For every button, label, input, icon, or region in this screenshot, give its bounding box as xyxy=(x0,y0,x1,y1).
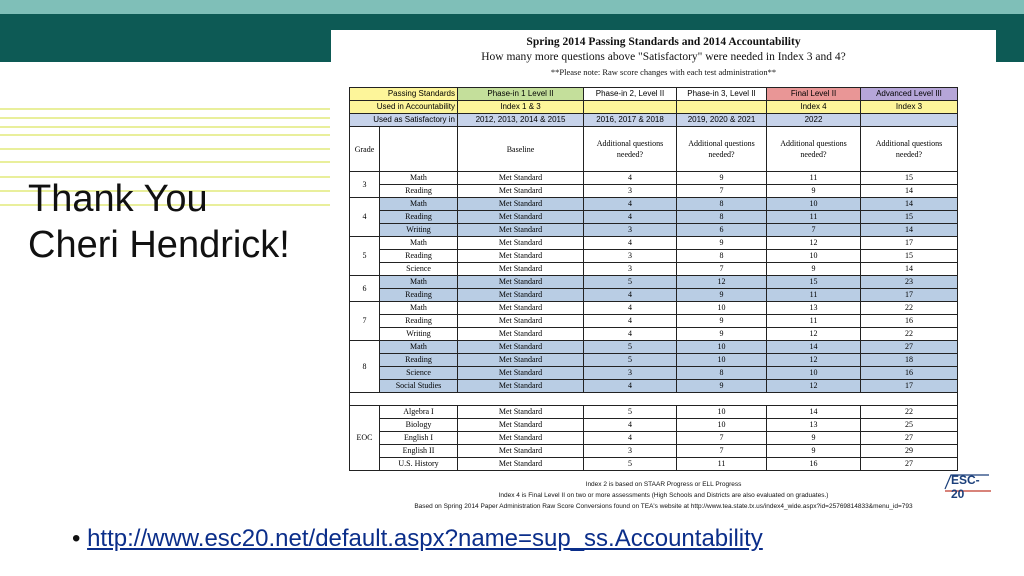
additional-4-cell: 22 xyxy=(861,302,958,315)
additional-4-cell: 17 xyxy=(861,380,958,393)
table-row xyxy=(350,419,958,432)
baseline-cell: Met Standard xyxy=(458,419,584,432)
additional-4-cell: 23 xyxy=(861,276,958,289)
column-subject xyxy=(380,127,458,172)
additional-3-cell: 9 xyxy=(767,263,861,276)
additional-2-cell: 9 xyxy=(677,380,767,393)
additional-3-cell: 9 xyxy=(767,445,861,458)
baseline-cell: Met Standard xyxy=(458,380,584,393)
subject-cell: Science xyxy=(380,263,458,276)
additional-4-cell: 18 xyxy=(861,354,958,367)
table-row xyxy=(350,367,958,380)
bullet-icon: • xyxy=(72,525,81,552)
additional-3-cell: 9 xyxy=(767,185,861,198)
additional-3-cell: 15 xyxy=(767,276,861,289)
additional-3-cell: 9 xyxy=(767,432,861,445)
additional-1-cell: 3 xyxy=(584,250,677,263)
header-row-used-accountability xyxy=(350,101,958,114)
header-phase3 xyxy=(677,101,767,114)
additional-3-cell: 12 xyxy=(767,380,861,393)
footnote-index2: Index 2 is based on STAAR Progress or ELL Progress xyxy=(585,481,742,488)
additional-4-cell: 27 xyxy=(861,432,958,445)
header-phase2 xyxy=(584,101,677,114)
additional-4-cell: 25 xyxy=(861,419,958,432)
additional-3-cell: 11 xyxy=(767,172,861,185)
header-phase1: Index 1 & 3 xyxy=(458,101,584,114)
additional-4-cell: 17 xyxy=(861,289,958,302)
additional-2-cell: 10 xyxy=(677,406,767,419)
additional-3-cell: 10 xyxy=(767,367,861,380)
additional-1-cell: 4 xyxy=(584,328,677,341)
header-phase1: Phase-in 1 Level II xyxy=(458,88,584,101)
subject-cell: Writing xyxy=(380,224,458,237)
baseline-cell: Met Standard xyxy=(458,172,584,185)
subject-cell: Reading xyxy=(380,185,458,198)
subject-cell: Science xyxy=(380,367,458,380)
subject-cell: Algebra I xyxy=(380,406,458,419)
additional-3-cell: 12 xyxy=(767,328,861,341)
top-accent-band xyxy=(0,0,1024,14)
additional-4-cell: 17 xyxy=(861,237,958,250)
additional-3-cell: 11 xyxy=(767,289,861,302)
baseline-cell: Met Standard xyxy=(458,341,584,354)
additional-2-cell: 8 xyxy=(677,367,767,380)
additional-2-cell: 6 xyxy=(677,224,767,237)
subject-cell: U.S. History xyxy=(380,458,458,471)
additional-2-cell: 7 xyxy=(677,432,767,445)
baseline-cell: Met Standard xyxy=(458,302,584,315)
grade-cell: 5 xyxy=(350,237,380,276)
additional-2-cell: 10 xyxy=(677,419,767,432)
additional-2-cell: 7 xyxy=(677,185,767,198)
table-row xyxy=(350,406,958,419)
baseline-cell: Met Standard xyxy=(458,185,584,198)
slide-title xyxy=(28,176,290,268)
subject-cell: Math xyxy=(380,172,458,185)
additional-4-cell: 15 xyxy=(861,172,958,185)
additional-4-cell: 14 xyxy=(861,198,958,211)
column-additional-1: Additional questions needed? xyxy=(584,127,677,172)
table-row xyxy=(350,289,958,302)
header-label: Passing Standards xyxy=(350,88,458,101)
subject-cell: Math xyxy=(380,302,458,315)
table-row xyxy=(350,458,958,471)
table-row xyxy=(350,341,958,354)
grade-cell: 6 xyxy=(350,276,380,302)
subject-cell: Math xyxy=(380,341,458,354)
header-phase2: 2016, 2017 & 2018 xyxy=(584,114,677,127)
subject-cell: Math xyxy=(380,237,458,250)
additional-3-cell: 11 xyxy=(767,211,861,224)
table-row xyxy=(350,185,958,198)
additional-3-cell: 10 xyxy=(767,250,861,263)
title-line-1: Thank You xyxy=(28,178,208,220)
additional-1-cell: 5 xyxy=(584,354,677,367)
additional-1-cell: 4 xyxy=(584,211,677,224)
additional-4-cell: 22 xyxy=(861,328,958,341)
title-line-2: Cheri Hendrick! xyxy=(28,224,290,266)
additional-1-cell: 4 xyxy=(584,237,677,250)
additional-4-cell: 29 xyxy=(861,445,958,458)
additional-3-cell: 12 xyxy=(767,354,861,367)
column-additional-4: Additional questions needed? xyxy=(861,127,958,172)
subject-cell: Social Studies xyxy=(380,380,458,393)
header-phase1: 2012, 2013, 2014 & 2015 xyxy=(458,114,584,127)
additional-2-cell: 11 xyxy=(677,458,767,471)
header-advanced: Advanced Level III xyxy=(861,88,958,101)
baseline-cell: Met Standard xyxy=(458,315,584,328)
additional-1-cell: 4 xyxy=(584,172,677,185)
header-row-used-satisfactory xyxy=(350,114,958,127)
table-row xyxy=(350,276,958,289)
header-phase3: 2019, 2020 & 2021 xyxy=(677,114,767,127)
additional-2-cell: 9 xyxy=(677,315,767,328)
additional-2-cell: 7 xyxy=(677,263,767,276)
additional-2-cell: 9 xyxy=(677,328,767,341)
baseline-cell: Met Standard xyxy=(458,406,584,419)
table-row xyxy=(350,172,958,185)
passing-standards-table xyxy=(349,87,958,471)
subject-cell: Reading xyxy=(380,315,458,328)
additional-4-cell: 16 xyxy=(861,315,958,328)
subject-cell: Reading xyxy=(380,354,458,367)
table-row xyxy=(350,224,958,237)
baseline-cell: Met Standard xyxy=(458,289,584,302)
subject-cell: Reading xyxy=(380,289,458,302)
additional-1-cell: 5 xyxy=(584,341,677,354)
additional-1-cell: 3 xyxy=(584,185,677,198)
additional-2-cell: 10 xyxy=(677,341,767,354)
additional-4-cell: 16 xyxy=(861,367,958,380)
table-row xyxy=(350,380,958,393)
subject-cell: English I xyxy=(380,432,458,445)
bullet-item xyxy=(72,525,763,553)
additional-3-cell: 7 xyxy=(767,224,861,237)
header-advanced xyxy=(861,114,958,127)
table-row xyxy=(350,211,958,224)
column-additional-2: Additional questions needed? xyxy=(677,127,767,172)
additional-1-cell: 5 xyxy=(584,406,677,419)
accountability-link[interactable]: http://www.esc20.net/default.aspx?name=sup_ss.Accountability xyxy=(87,525,763,552)
subject-cell: Reading xyxy=(380,211,458,224)
additional-1-cell: 4 xyxy=(584,315,677,328)
table-row xyxy=(350,302,958,315)
column-baseline: Baseline xyxy=(458,127,584,172)
baseline-cell: Met Standard xyxy=(458,354,584,367)
additional-3-cell: 14 xyxy=(767,341,861,354)
grade-cell: 3 xyxy=(350,172,380,198)
header-phase3: Phase-in 3, Level II xyxy=(677,88,767,101)
additional-2-cell: 10 xyxy=(677,354,767,367)
additional-2-cell: 10 xyxy=(677,302,767,315)
additional-4-cell: 15 xyxy=(861,211,958,224)
header-final: Index 4 xyxy=(767,101,861,114)
additional-3-cell: 12 xyxy=(767,237,861,250)
baseline-cell: Met Standard xyxy=(458,458,584,471)
table-row xyxy=(350,237,958,250)
document-heading: Spring 2014 Passing Standards and 2014 Accountability xyxy=(526,36,801,48)
baseline-cell: Met Standard xyxy=(458,211,584,224)
subject-cell: Biology xyxy=(380,419,458,432)
baseline-cell: Met Standard xyxy=(458,263,584,276)
subject-cell: Math xyxy=(380,198,458,211)
additional-2-cell: 12 xyxy=(677,276,767,289)
table-row xyxy=(350,432,958,445)
subject-cell: Writing xyxy=(380,328,458,341)
table-row xyxy=(350,354,958,367)
additional-1-cell: 4 xyxy=(584,198,677,211)
grade-cell: EOC xyxy=(350,406,380,471)
grade-cell: 4 xyxy=(350,198,380,237)
additional-3-cell: 11 xyxy=(767,315,861,328)
accountability-document xyxy=(331,30,996,516)
column-heading-row xyxy=(350,127,958,172)
additional-4-cell: 14 xyxy=(861,224,958,237)
baseline-cell: Met Standard xyxy=(458,432,584,445)
header-advanced: Index 3 xyxy=(861,101,958,114)
additional-1-cell: 4 xyxy=(584,289,677,302)
table-row xyxy=(350,263,958,276)
grade-cell: 8 xyxy=(350,341,380,393)
additional-2-cell: 8 xyxy=(677,211,767,224)
header-final: 2022 xyxy=(767,114,861,127)
additional-1-cell: 4 xyxy=(584,380,677,393)
header-final: Final Level II xyxy=(767,88,861,101)
additional-1-cell: 3 xyxy=(584,367,677,380)
additional-1-cell: 4 xyxy=(584,432,677,445)
additional-4-cell: 14 xyxy=(861,263,958,276)
document-subheading: How many more questions above "Satisfactory" were needed in Index 3 and 4? xyxy=(481,51,846,63)
table-row xyxy=(350,250,958,263)
column-grade: Grade xyxy=(350,127,380,172)
table-row xyxy=(350,445,958,458)
baseline-cell: Met Standard xyxy=(458,445,584,458)
additional-2-cell: 9 xyxy=(677,237,767,250)
additional-3-cell: 13 xyxy=(767,302,861,315)
additional-2-cell: 9 xyxy=(677,289,767,302)
additional-2-cell: 7 xyxy=(677,445,767,458)
baseline-cell: Met Standard xyxy=(458,224,584,237)
additional-1-cell: 5 xyxy=(584,458,677,471)
logo-text: ESC-20 xyxy=(951,473,980,501)
footnote-index4: Index 4 is Final Level II on two or more assessments (High Schools and Districts are also evaluated on graduates.) xyxy=(498,492,829,499)
baseline-cell: Met Standard xyxy=(458,250,584,263)
table-row xyxy=(350,328,958,341)
additional-1-cell: 5 xyxy=(584,276,677,289)
additional-1-cell: 4 xyxy=(584,302,677,315)
baseline-cell: Met Standard xyxy=(458,198,584,211)
table-row xyxy=(350,315,958,328)
additional-4-cell: 22 xyxy=(861,406,958,419)
column-additional-3: Additional questions needed? xyxy=(767,127,861,172)
additional-2-cell: 8 xyxy=(677,250,767,263)
grade-cell: 7 xyxy=(350,302,380,341)
header-label: Used as Satisfactory in xyxy=(350,114,458,127)
baseline-cell: Met Standard xyxy=(458,237,584,250)
esc20-logo xyxy=(943,471,993,501)
additional-1-cell: 3 xyxy=(584,263,677,276)
spacer-cell xyxy=(350,393,958,406)
subject-cell: English II xyxy=(380,445,458,458)
additional-4-cell: 15 xyxy=(861,250,958,263)
additional-1-cell: 3 xyxy=(584,224,677,237)
additional-3-cell: 16 xyxy=(767,458,861,471)
header-phase2: Phase-in 2, Level II xyxy=(584,88,677,101)
additional-4-cell: 27 xyxy=(861,458,958,471)
additional-3-cell: 13 xyxy=(767,419,861,432)
baseline-cell: Met Standard xyxy=(458,328,584,341)
subject-cell: Reading xyxy=(380,250,458,263)
additional-4-cell: 14 xyxy=(861,185,958,198)
additional-1-cell: 4 xyxy=(584,419,677,432)
footnote-source: Based on Spring 2014 Paper Administration Raw Score Conversions found on TEA's website at http://www.tea.state.tx.us/index4_wide.aspx?id=25769814833&menu_id=793 xyxy=(414,503,913,510)
header-label: Used in Accountability xyxy=(350,101,458,114)
additional-1-cell: 3 xyxy=(584,445,677,458)
subject-cell: Math xyxy=(380,276,458,289)
baseline-cell: Met Standard xyxy=(458,276,584,289)
additional-3-cell: 10 xyxy=(767,198,861,211)
additional-2-cell: 8 xyxy=(677,198,767,211)
table-row xyxy=(350,198,958,211)
additional-3-cell: 14 xyxy=(767,406,861,419)
baseline-cell: Met Standard xyxy=(458,367,584,380)
document-note: **Please note: Raw score changes with each test administration** xyxy=(550,67,777,77)
additional-4-cell: 27 xyxy=(861,341,958,354)
header-row-passing-standards xyxy=(350,88,958,101)
additional-2-cell: 9 xyxy=(677,172,767,185)
table-spacer xyxy=(350,393,958,406)
